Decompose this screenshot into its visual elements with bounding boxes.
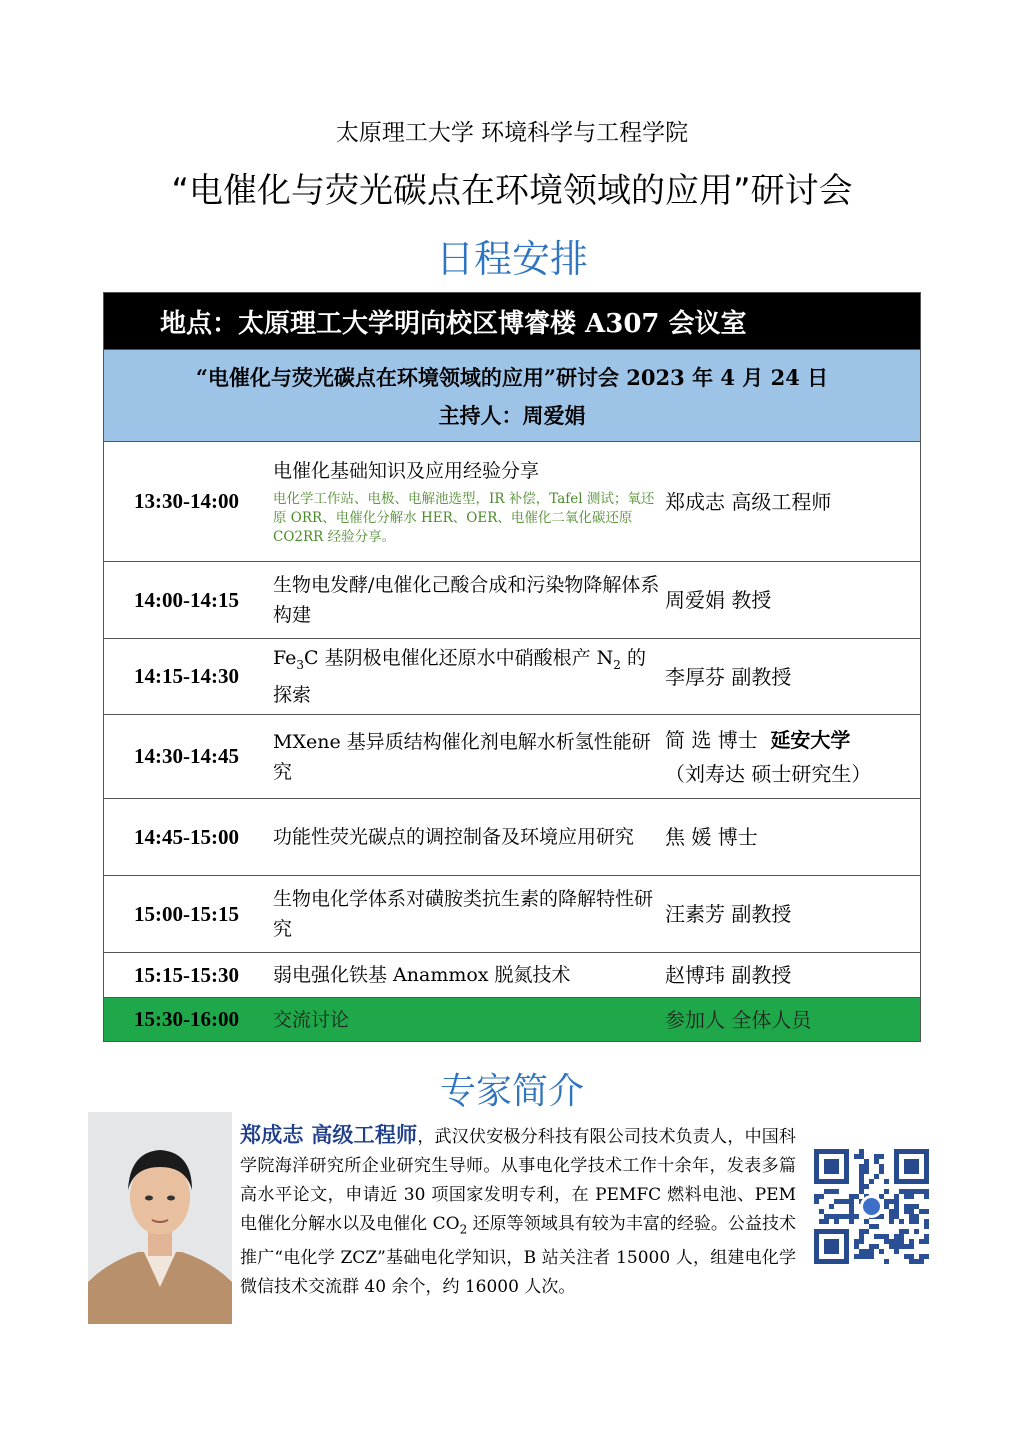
session-speaker: 周爱娟 教授 [665,588,772,612]
title-row [104,349,920,441]
session-time: 14:00-14:15 [134,587,239,612]
expert-photo [88,1112,232,1324]
seminar-title: “电催化与荧光碳点在环境领域的应用”研讨会 [171,171,853,211]
bio-text: 还原等领域具有较为丰富的经验。公益技术推广“电化学 ZCZ”基础电化学知识，B 站关注者 15000 人，组建电化学微信技术交流群 40 余个，约 16000 人次。 [240,1214,796,1298]
session-time: 15:30-16:00 [134,1007,239,1031]
table-row [104,798,920,875]
session-time: 13:30-14:00 [134,489,239,513]
topic-part: Fe [273,647,297,670]
session-topic: 弱电强化铁基 Anammox 脱氮技术 [273,964,571,986]
session-topic: 功能性荧光碳点的调控制备及环境应用研究 [273,826,635,848]
topic-part: C 基阴极电催化还原水中硝酸根产 N [304,647,614,670]
table-row [104,875,920,952]
experts-heading: 专家简介 [439,1071,584,1112]
bio-text: ，武汉伏安极分科技有限公司技术负责人，中国科学院海洋研究所企业研究生导师。从事电化学技术工作十余年，发表多篇高水平论文，申请近 30 项国家发明专利，在 PEMFC 燃料电池、PEM 电催化分解水以及电催化 CO [240,1127,797,1234]
session-speaker [663,715,920,798]
topic-subscript: 3 [296,657,305,672]
table-row-discussion [104,997,920,1041]
topic-subscript: 2 [613,657,621,672]
session-topic: 生物电化学体系对磺胺类抗生素的降解特性研究 [273,888,654,940]
table-row [104,561,920,638]
session-speaker: 郑成志 高级工程师 [665,489,832,514]
speaker-name: 简 选 博士 [665,727,758,752]
table-row [104,638,920,714]
session-topic: 交流讨论 [273,1008,350,1031]
host-line: 主持人：周爱娟 [438,403,586,428]
session-topic: MXene 基异质结构催化剂电解水析氢性能研究 [273,730,651,783]
session-speaker: 参加人 全体人员 [665,1007,812,1032]
session-speaker: 赵博玮 副教授 [665,963,792,987]
session-time: 14:15-14:30 [134,664,239,688]
session-speaker: 汪素芳 副教授 [665,902,792,926]
session-speaker: 焦 媛 博士 [665,825,758,849]
session-topic [269,639,663,714]
session-time: 14:45-15:00 [134,824,239,849]
session-time: 15:00-15:15 [134,901,239,926]
expert-name-title: 郑成志 高级工程师 [240,1122,418,1147]
session-topic [269,442,663,561]
session-time: 15:15-15:30 [134,962,239,987]
table-row [104,714,920,798]
session-speaker: 李厚芬 副教授 [665,664,792,689]
speaker-affiliation: 延安大学 [770,727,851,752]
schedule-table [103,292,921,1042]
expert-bio [240,1120,796,1302]
topic-title: 电催化基础知识及应用经验分享 [273,460,540,482]
co-speaker: （刘寿达 硕士研究生） [665,761,872,786]
schedule-heading: 日程安排 [435,237,588,281]
session-topic: 生物电发酵/电催化己酸合成和污染物降解体系构建 [273,574,660,626]
institution-line: 太原理工大学 环境科学与工程学院 [335,120,689,146]
topic-detail: 电化学工作站、电极、电解池选型，IR 补偿，Tafel 测试；氧还原 ORR、电催化分解水 HER、OER、电催化二氧化碳还原 CO2RR 经验分享。 [273,491,655,545]
bio-subscript: 2 [459,1222,468,1237]
table-row [104,441,920,561]
session-time: 14:30-14:45 [134,744,239,768]
seminar-date-line: “电催化与荧光碳点在环境领域的应用”研讨会 2023 年 4 月 24 日 [195,365,829,390]
table-row [104,952,920,997]
venue-row: 地点：太原理工大学明向校区博睿楼 A307 会议室 [104,293,920,349]
topic-part: 的探索 [273,647,646,706]
qr-code[interactable] [800,1135,944,1285]
